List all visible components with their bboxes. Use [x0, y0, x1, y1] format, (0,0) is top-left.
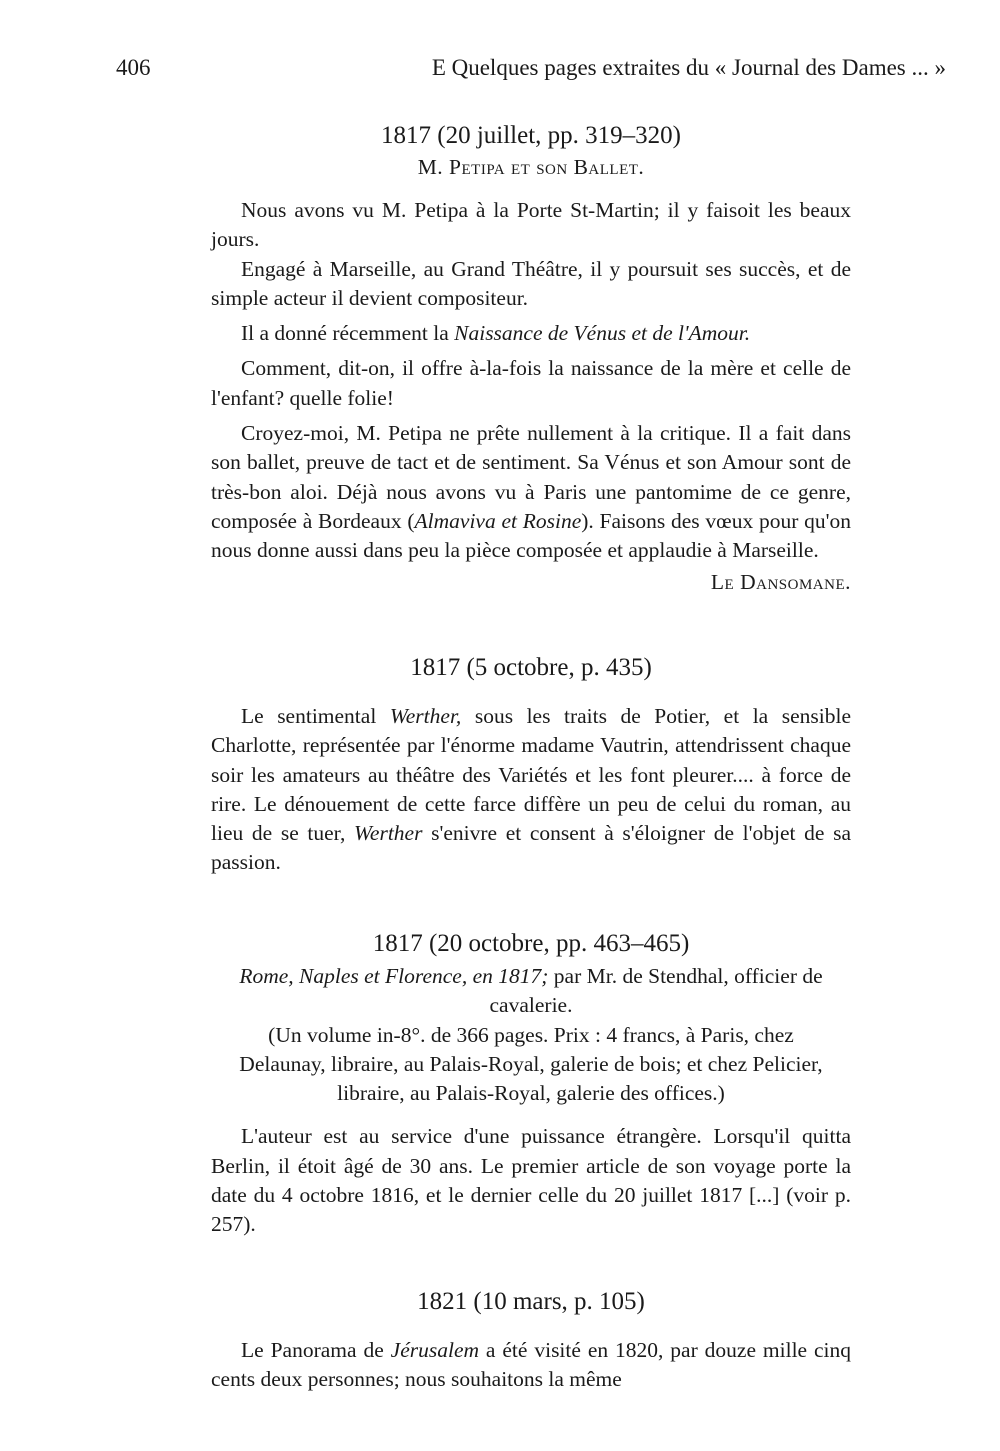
- entry-date-heading: 1817 (20 juillet, pp. 319–320): [381, 122, 681, 149]
- entry-date-heading: 1817 (5 octobre, p. 435): [410, 654, 652, 681]
- italic-title: Werther,: [389, 704, 462, 728]
- paragraph: Comment, dit-on, il offre à-la-fois la naissance de la mère et celle de l'enfant? quelle folie!: [211, 356, 851, 410]
- entry-1821-mars: [211, 1286, 851, 1395]
- running-head: [116, 52, 946, 84]
- entry-date-heading: 1817 (20 octobre, pp. 463–465): [372, 930, 690, 957]
- entry-1817-octobre-20: [211, 928, 851, 1240]
- paragraph: Le sentimental Werther, sous les traits de Potier, et la sensible Charlotte, représentée par l'énorme madame Vautrin, attendrissent chaque soir les amateurs au théâtre des Variétés et les font pleurer.... à force de rire. Le dénouement de cette farce diffère un peu de celui du roman, au lieu de se tuer, Werther s'enivre et consent à s'éloigner de l'objet de sa passion.: [211, 704, 851, 875]
- book-title: Rome, Naples et Florence, en 1817;: [239, 964, 549, 988]
- entry-subtitle: M. Petipa et son Ballet.: [417, 155, 645, 179]
- italic-title: Almaviva et Rosine: [414, 508, 582, 533]
- italic-title: Naissance de Vénus et de l'Amour.: [454, 321, 751, 346]
- book-details: (Un volume in-8°. de 366 pages. Prix : 4 francs, à Paris, chez Delaunay, libraire, au Palais-Royal, galerie de bois; et chez Pelicier, libraire, au Palais-Royal, galerie des offices.): [239, 1022, 823, 1106]
- signature: Le Dansomane.: [710, 569, 851, 594]
- paragraph: Croyez-moi, M. Petipa ne prête nullement à la critique. Il a fait dans son ballet, preuve de tact et de sentiment. Sa Vénus et son Amour sont de très-bon aloi. Déjà nous avons vu à Paris une pantomime de ce genre, composée à Bordeaux (Almaviva et Rosine). Faisons des vœux pour qu'on nous donne aussi dans peu la pièce composée et applaudie à Marseille.: [211, 421, 851, 563]
- paragraph: Nous avons vu M. Petipa à la Porte St-Martin; il y faisoit les beaux jours.: [211, 198, 851, 252]
- entry-1817-juillet: [211, 120, 851, 597]
- italic-title: Werther: [353, 821, 423, 846]
- paragraph: Engagé à Marseille, au Grand Théâtre, il y poursuit ses succès, et de simple acteur il devient compositeur.: [211, 256, 851, 310]
- running-head-title: E Quelques pages extraites du « Journal des Dames ... »: [431, 55, 946, 80]
- italic-title: Jérusalem: [390, 1338, 480, 1362]
- paragraph: Le Panorama de Jérusalem a été visité en 1820, par douze mille cinq cents deux personnes; nous souhaitons la même: [211, 1338, 852, 1392]
- book-reference: Rome, Naples et Florence, en 1817; par Mr. de Stendhal, officier de cavalerie.: [239, 964, 823, 1018]
- paragraph: L'auteur est au service d'une puissance étrangère. Lorsqu'il quitta Berlin, il étoit âgé de 30 ans. Le premier article de son voyage porte la date du 4 octobre 1816, et le dernier celle du 20 juillet 1817 [...] (voir p. 257).: [211, 1124, 851, 1237]
- page-number: 406: [116, 55, 151, 80]
- paragraph: Il a donné récemment la Naissance de Vénus et de l'Amour.: [241, 321, 751, 346]
- entry-date-heading: 1821 (10 mars, p. 105): [417, 1288, 645, 1315]
- entry-1817-octobre-5: [211, 652, 851, 878]
